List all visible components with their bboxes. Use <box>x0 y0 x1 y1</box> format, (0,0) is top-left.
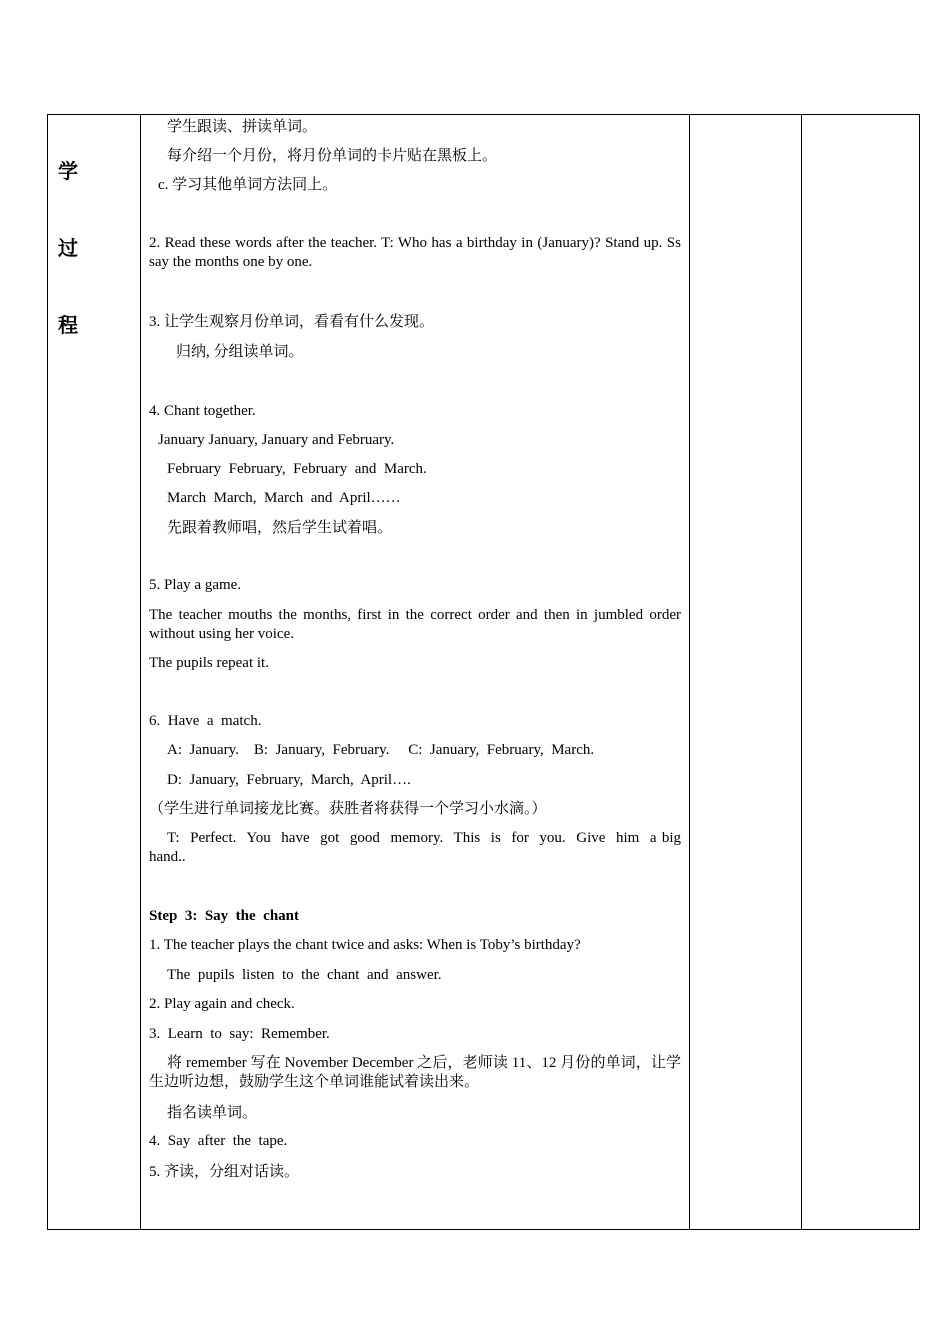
text-line: 4. Say after the tape. <box>149 1133 288 1149</box>
text-line: January January, January and February. <box>158 432 395 448</box>
teaching-process-cell <box>141 115 690 1230</box>
text-line: The pupils listen to the chant and answer. <box>167 967 442 983</box>
text-line: 归纳, 分组读单词。 <box>176 344 304 360</box>
section-heading: Step 3: Say the chant <box>149 908 300 924</box>
empty-cell <box>802 115 920 1230</box>
text-line: 2. Play again and check. <box>149 996 295 1012</box>
text-line: 3. 让学生观察月份单词，看看有什么发现。 <box>149 314 435 330</box>
text-line: 3. Learn to say: Remember. <box>149 1026 330 1042</box>
text-line: 5. 齐读，分组对话读。 <box>149 1164 300 1180</box>
text-line: The pupils repeat it. <box>149 655 269 671</box>
text-line: 1. The teacher plays the chant twice and asks: When is Toby’s birthday? <box>149 937 581 953</box>
section-label-char: 学 <box>58 159 78 183</box>
text-paragraph: 2. Read these words after the teacher. T: Who has a birthday in (January)? Stand up. Ss say the months one by one. <box>149 235 681 270</box>
section-label-char: 过 <box>58 236 78 260</box>
text-paragraph: 将 remember 写在 November December 之后，老师读 11、12 月份的单词，让学生边听边想，鼓励学生这个单词谁能试着读出来。 <box>149 1055 681 1090</box>
text-paragraph: T: Perfect. You have got good memory. This is for you. Give him a big hand.. <box>149 830 689 865</box>
text-line: 先跟着教师唱，然后学生试着唱。 <box>167 520 393 536</box>
text-line: c. 学习其他单词方法同上。 <box>158 177 338 193</box>
text-line: February February, February and March. <box>167 461 427 477</box>
text-line: 5. Play a game. <box>149 577 242 593</box>
empty-cell <box>690 115 802 1230</box>
text-line: 6. Have a match. <box>149 713 262 729</box>
text-line: 指名读单词。 <box>167 1105 258 1121</box>
section-label-cell <box>48 115 141 1230</box>
text-line: 学生跟读、拼读单词。 <box>167 119 318 135</box>
text-line: 每介绍一个月份，将月份单词的卡片贴在黑板上。 <box>167 148 498 164</box>
text-line: 4. Chant together. <box>149 403 256 419</box>
text-line: March March, March and April…… <box>167 490 401 506</box>
text-line: A: January. B: January, February. C: January, February, March. <box>167 742 595 758</box>
section-label-char: 程 <box>58 313 78 337</box>
text-line: D: January, February, March, April…. <box>167 772 411 788</box>
lesson-plan-table <box>47 114 920 1230</box>
text-paragraph: The teacher mouths the months, first in the correct order and then in jumbled order without using her voice. <box>149 607 681 642</box>
text-line: （学生进行单词接龙比赛。获胜者将获得一个学习小水滴。） <box>149 801 547 817</box>
table-row <box>48 115 920 1230</box>
